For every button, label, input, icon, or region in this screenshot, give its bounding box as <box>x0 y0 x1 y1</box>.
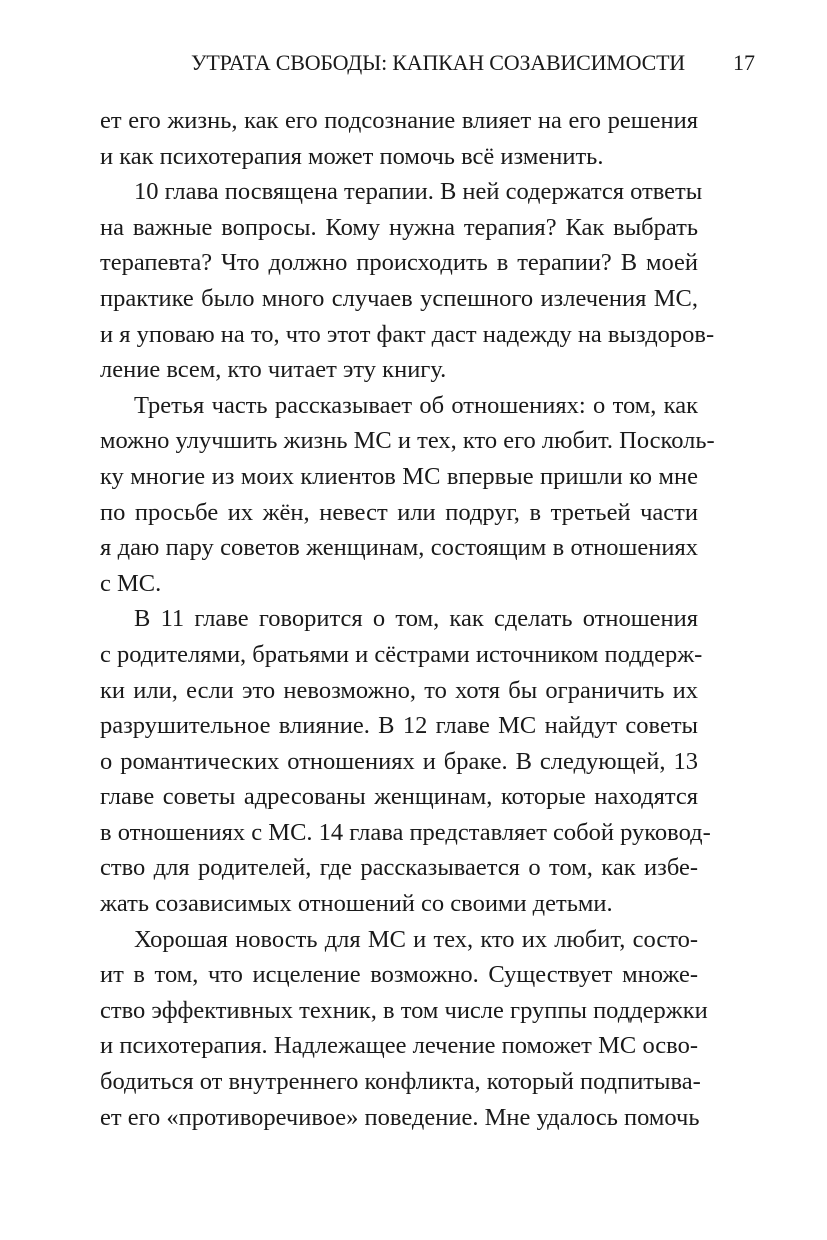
text-line: ки или, если это невозможно, то хотя бы ограничить их <box>100 676 698 704</box>
text-line: разрушительное влияние. В 12 главе МС найдут советы <box>100 712 698 740</box>
text-line: с МС. <box>100 569 162 597</box>
running-title: УТРАТА СВОБОДЫ: КАПКАН СОЗАВИСИМОСТИ <box>191 50 685 75</box>
running-header <box>100 50 755 82</box>
text-line: Третья часть рассказывает об отношениях: о том, как <box>134 391 698 419</box>
text-line: бодиться от внутреннего конфликта, который подпитыва- <box>100 1068 701 1096</box>
text-line: терапевта? Что должно происходить в терапии? В моей <box>100 249 698 277</box>
text-line: и психотерапия. Надлежащее лечение поможет МС осво- <box>100 1032 698 1060</box>
text-line: по просьбе их жён, невест или подруг, в третьей части <box>100 498 698 526</box>
text-line: главе советы адресованы женщинам, которые находятся <box>100 783 698 811</box>
text-line: практике было много случаев успешного излечения МС, <box>100 284 698 312</box>
text-line: с родителями, братьями и сёстрами источником поддерж- <box>100 640 703 668</box>
text-line: ление всем, кто читает эту книгу. <box>100 356 447 384</box>
text-line: и я уповаю на то, что этот факт даст надежду на выздоров- <box>100 320 715 348</box>
text-line: В 11 главе говорится о том, как сделать отношения <box>134 605 698 633</box>
text-line: в отношениях с МС. 14 глава представляет собой руковод- <box>100 818 711 846</box>
text-line: ит в том, что исцеление возможно. Существует множе- <box>100 961 698 989</box>
text-line: ку многие из моих клиентов МС впервые пришли ко мне <box>100 462 698 490</box>
text-line: я даю пару советов женщинам, состоящим в отношениях <box>100 534 698 562</box>
page-number: 17 <box>733 50 755 75</box>
text-line: ство эффективных техник, в том числе группы поддержки <box>100 996 708 1024</box>
text-line: о романтических отношениях и браке. В следующей, 13 <box>100 747 698 775</box>
text-line: 10 глава посвящена терапии. В ней содержатся ответы <box>134 178 703 206</box>
body-text <box>100 103 715 1135</box>
text-line: ство для родителей, где рассказывается о том, как избе- <box>100 854 698 882</box>
text-line: и как психотерапия может помочь всё изменить. <box>100 142 604 170</box>
text-line: на важные вопросы. Кому нужна терапия? Как выбрать <box>100 213 698 241</box>
text-line: ет его «противоречивое» поведение. Мне удалось помочь <box>100 1103 700 1131</box>
text-line: ет его жизнь, как его подсознание влияет на его решения <box>100 107 698 134</box>
text-line: жать созависимых отношений со своими детьми. <box>100 890 613 918</box>
text-line: можно улучшить жизнь МС и тех, кто его любит. Посколь- <box>100 427 715 455</box>
text-line: Хорошая новость для МС и тех, кто их любит, состо- <box>134 925 698 953</box>
